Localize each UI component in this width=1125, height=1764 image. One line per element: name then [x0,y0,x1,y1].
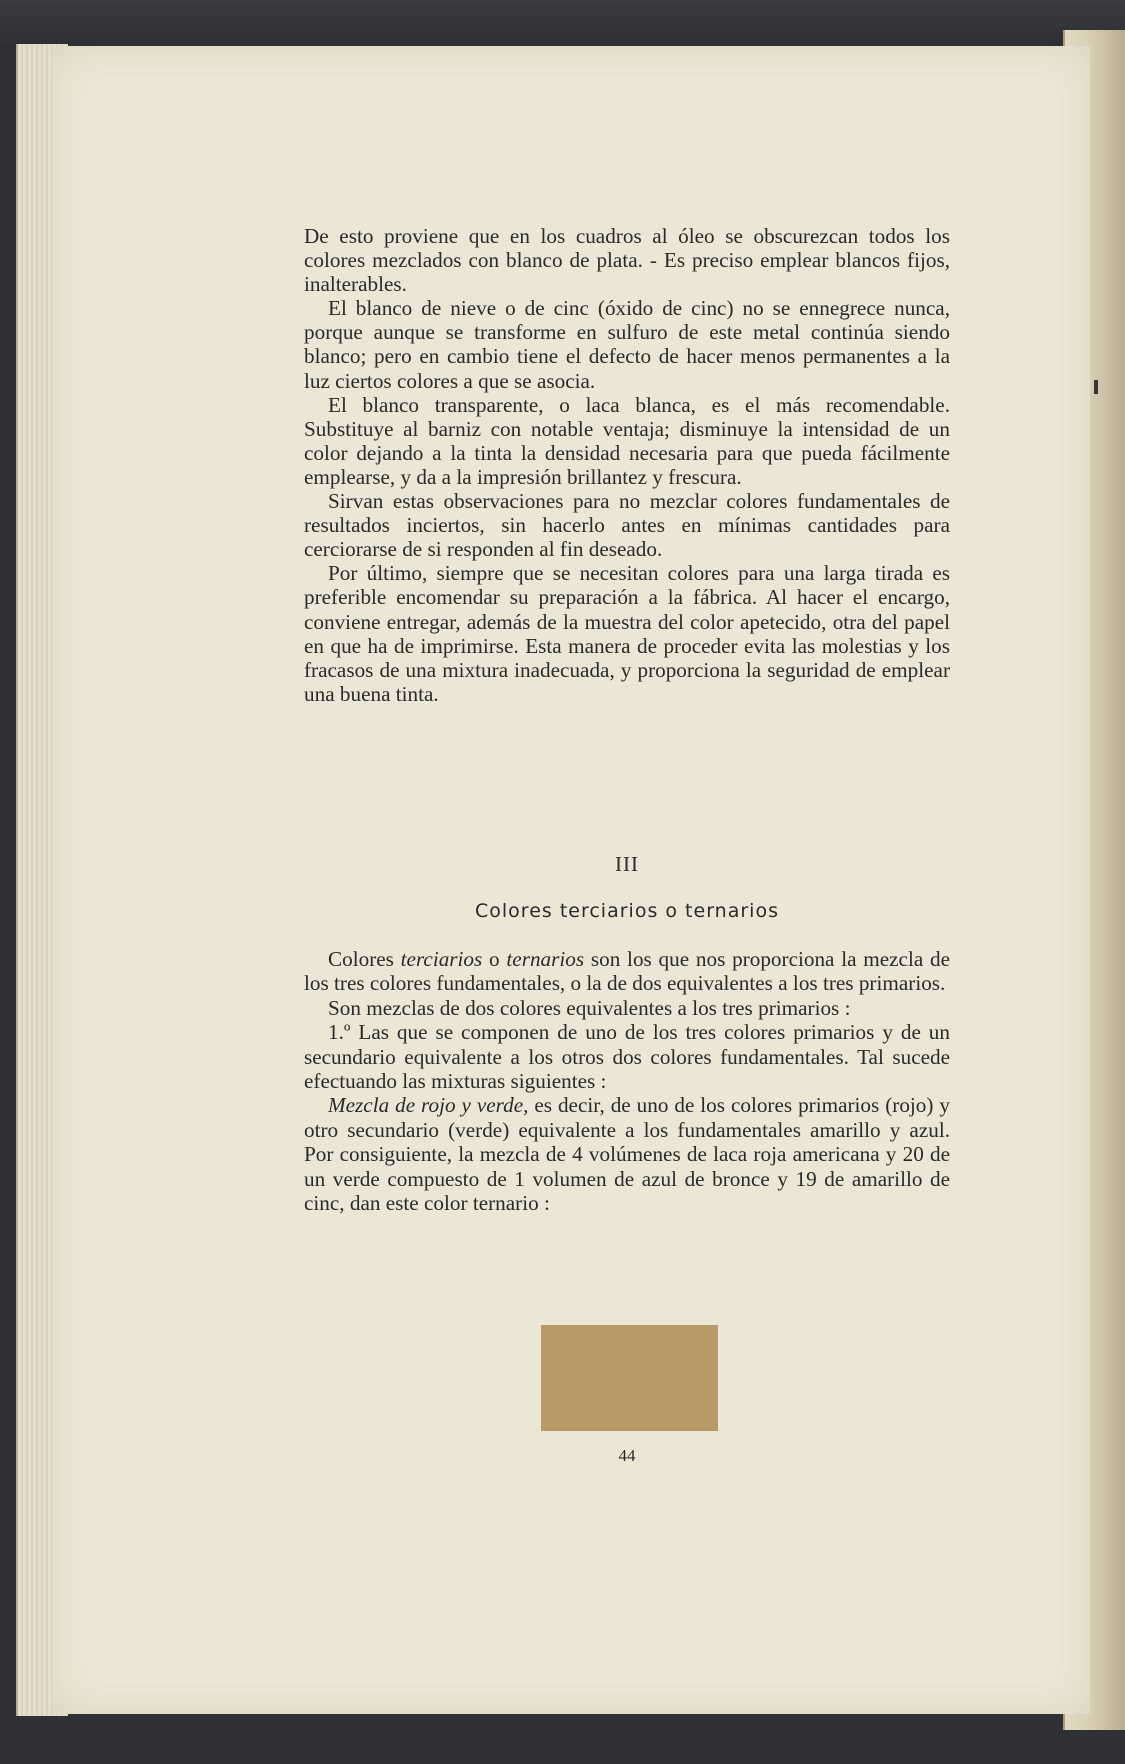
section-title: Colores terciarios o ternarios [475,900,779,922]
scan-background-top [0,0,1125,48]
text-run: son los que nos proporciona la mezcla de los tres colores fundamentales, o la de dos equivalentes a los tres primarios. [304,947,951,996]
section-number: III [615,852,639,876]
binding-mark [1094,380,1098,394]
text-run: es decir, de uno de los colores primarios (rojo) y otro secundario (verde) equivalente a los fundamentales amarillo y azul. Por consiguiente, la mezcla de 4 volúmenes de laca roja americana y 20 de un verde compuesto de 1 volumen de azul de bronce y 19 de amarillo de cinc, dan este color ternario : [304,1093,950,1216]
body-text-section [304,947,950,1215]
paragraph [304,947,950,996]
paragraph: Sirvan estas observaciones para no mezclar colores fundamentales de resultados inciertos, sin hacerlo antes en mínimas cantidades para cerciorarse de si responden al fin deseado. [304,489,950,562]
paragraph: El blanco transparente, o laca blanca, es el más recomendable. Substituye al barniz con notable ventaja; disminuye la intensidad de un color dejando a la tinta la densidad necesaria para que pueda fácilmente emplearse, y da a la impresión brillantez y frescura. [304,392,950,489]
text-run: o [482,947,507,971]
paragraph: Son mezclas de dos colores equivalentes a los tres primarios : [328,995,851,1020]
paragraph: Por último, siempre que se necesitan colores para una larga tirada es preferible encomendar su preparación a la fábrica. Al hacer el encargo, conviene entregar, además de la muestra del color apetecido, otra del papel en que ha de imprimirse. Esta manera de proceder evita las molestias y los fracasos de una mixtura inadecuada, y proporciona la seguridad de emplear una buena tinta. [304,561,950,706]
paragraph: De esto proviene que en los cuadros al óleo se obscurezcan todos los colores mezclados con blanco de plata. - Es preciso emplear blancos fijos, inalterables. [304,224,950,297]
italic-phrase: Mezcla de rojo y verde, [328,1093,529,1118]
paragraph [304,1093,950,1215]
paragraph: El blanco de nieve o de cinc (óxido de cinc) no se ennegrece nunca, porque aunque se transforme en sulfuro de este metal continúa siendo blanco; pero en cambio tiene el defecto de hacer menos permanentes a la luz ciertos colores a que se asocia. [304,296,950,393]
italic-term: terciarios [400,947,483,971]
paragraph: 1.º Las que se componen de uno de los tres colores primarios y de un secundario equivalente a los otros dos colores fundamentales. Tal sucede efectuando las mixturas siguientes : [304,1020,950,1094]
color-swatch [541,1325,718,1431]
text-run: Colores [328,947,401,971]
italic-term: ternarios [506,947,585,971]
body-text-top [304,224,950,706]
page-number: 44 [618,1446,636,1465]
